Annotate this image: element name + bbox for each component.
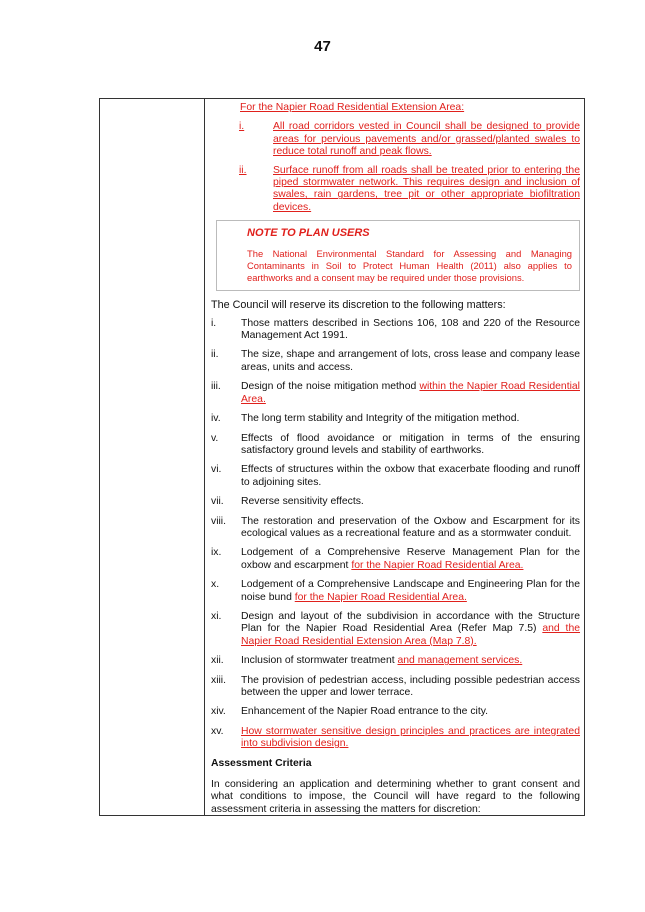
assessment-text: In considering an application and determining whether to grant consent and what conditions to impose, the Council will have regard to the following assessment criteria in assessing the matters for discretion: bbox=[211, 779, 580, 815]
matter-item bbox=[211, 547, 580, 572]
matter-text: Enhancement of the Napier Road entrance to the city. bbox=[241, 706, 489, 718]
matter-added-text: How stormwater sensitive design principles and practices are integrated into subdivision design. bbox=[241, 725, 580, 750]
matter-number: xiv. bbox=[211, 706, 226, 718]
matter-item bbox=[211, 349, 580, 374]
extension-list bbox=[239, 121, 580, 214]
matter-number: v. bbox=[211, 432, 219, 444]
matter-number: ii. bbox=[211, 349, 219, 361]
matter-text: The provision of pedestrian access, including possible pedestrian access between the upper and lower terrace. bbox=[241, 674, 580, 699]
matter-added-text: and management services. bbox=[397, 655, 523, 667]
matter-item bbox=[211, 496, 580, 508]
matter-added-text: and the Napier Road Residential Extension Area (Map 7.8). bbox=[241, 623, 581, 647]
rule-table bbox=[99, 98, 585, 816]
matter-text: Effects of structures within the oxbow that exacerbate flooding and runoff to adjoining sites. bbox=[241, 464, 580, 488]
note-title: NOTE TO PLAN USERS bbox=[247, 227, 370, 240]
extension-item-text: Surface runoff from all roads shall be treated prior to entering the piped stormwater network. This requires design and inclusion of swales, rain gardens, tree pit or other appropriate biofiltration devices. bbox=[273, 164, 580, 213]
matter-text: Those matters described in Sections 106, 108 and 220 of the Resource Management Act 1991. bbox=[241, 317, 580, 342]
discretion-intro: The Council will reserve its discretion to the following matters: bbox=[211, 299, 506, 312]
matter-item bbox=[211, 381, 580, 406]
matter-number: x. bbox=[211, 579, 220, 591]
extension-heading: For the Napier Road Residential Extension Area: bbox=[240, 102, 465, 113]
matter-added-text: within the Napier Road Residential Area. bbox=[241, 381, 580, 405]
extension-item-text: All road corridors vested in Council shall be designed to provide areas for pervious pavements and/or grassed/planted swales to reduce total runoff and peak flows. bbox=[273, 121, 580, 158]
matter-number: vii. bbox=[211, 496, 224, 508]
page-number: 47 bbox=[314, 38, 331, 55]
column-divider bbox=[204, 99, 205, 815]
matter-number: vi. bbox=[211, 464, 222, 476]
matter-number: ix. bbox=[211, 547, 222, 559]
matter-text: Reverse sensitivity effects. bbox=[241, 496, 364, 508]
matter-text: Inclusion of stormwater treatment bbox=[241, 655, 398, 667]
matter-item bbox=[211, 464, 580, 489]
matter-text: Effects of flood avoidance or mitigation in terms of the ensuring satisfactory ground levels and stability of earthworks. bbox=[241, 432, 580, 456]
matter-item bbox=[211, 433, 580, 458]
matter-item bbox=[211, 516, 580, 541]
extension-item bbox=[239, 165, 580, 215]
matter-number: xiii. bbox=[211, 674, 227, 686]
matter-text: The size, shape and arrangement of lots, cross lease and company lease areas, units and access. bbox=[241, 349, 580, 373]
matter-number: i. bbox=[211, 317, 217, 329]
matter-text: Lodgement of a Comprehensive Landscape and Engineering Plan for the noise bund bbox=[241, 579, 580, 603]
extension-item bbox=[239, 121, 580, 158]
note-box bbox=[216, 220, 580, 291]
matter-item bbox=[211, 675, 580, 700]
matter-number: xi. bbox=[211, 610, 222, 622]
matter-number: xv. bbox=[211, 725, 224, 737]
matter-number: xii. bbox=[211, 655, 224, 667]
matter-item bbox=[211, 655, 580, 667]
matter-text: The long term stability and Integrity of the mitigation method. bbox=[241, 413, 520, 425]
extension-item-number: ii. bbox=[239, 164, 247, 176]
assessment-heading: Assessment Criteria bbox=[211, 757, 312, 769]
matter-text: Design of the noise mitigation method bbox=[241, 381, 420, 393]
extension-item-number: i. bbox=[239, 121, 245, 133]
matter-added-text: for the Napier Road Residential Area. bbox=[294, 591, 467, 603]
matter-number: viii. bbox=[211, 515, 227, 527]
matter-item bbox=[211, 579, 580, 604]
matter-added-text: for the Napier Road Residential Area. bbox=[351, 559, 524, 571]
matter-item bbox=[211, 611, 580, 648]
matter-number: iv. bbox=[211, 413, 221, 425]
matter-item bbox=[211, 726, 580, 751]
matter-item bbox=[211, 413, 580, 425]
matter-text: The restoration and preservation of the Oxbow and Escarpment for its ecological values as a recreational feature and as a stormwater conduit. bbox=[241, 515, 580, 539]
matters-list bbox=[211, 318, 580, 751]
matter-item bbox=[211, 318, 580, 343]
matter-number: iii. bbox=[211, 381, 221, 393]
matter-text: Design and layout of the subdivision in accordance with the Structure Plan for the Napier Road Residential Area (Refer Map 7.5) bbox=[241, 610, 580, 635]
note-text: The National Environmental Standard for Assessing and Managing Contaminants in Soil to Protect Human Health (2011) also applies to earthworks and a consent may be required under those provisions. bbox=[247, 247, 572, 284]
rule-content bbox=[211, 102, 580, 816]
matter-text: Lodgement of a Comprehensive Reserve Management Plan for the oxbow and escarpment bbox=[241, 547, 580, 571]
matter-item bbox=[211, 706, 580, 718]
